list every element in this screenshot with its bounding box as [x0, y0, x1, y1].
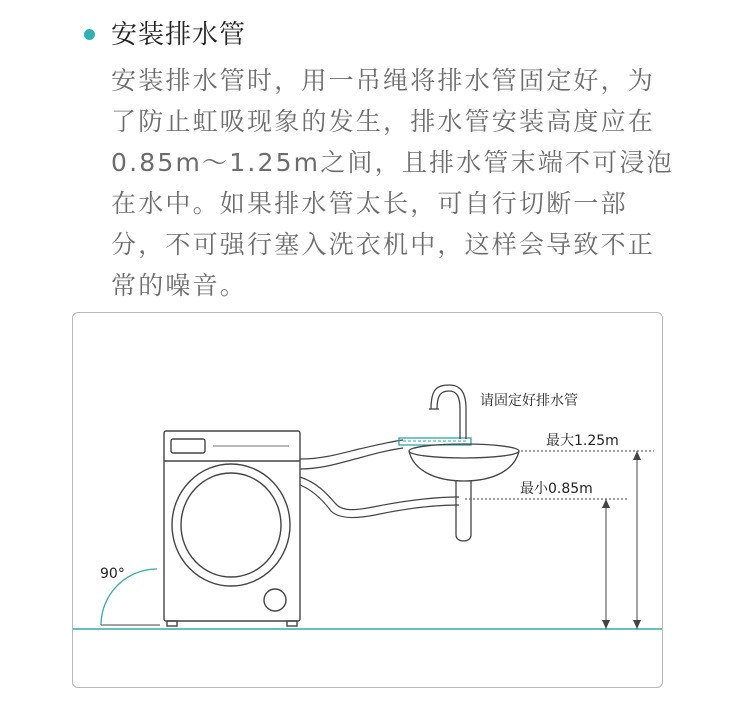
section-heading: 安装排水管 — [111, 20, 247, 50]
min-height-label: 最小0.85m — [520, 481, 593, 497]
paragraph-line: 0.85m～1.25m之间，且排水管末端不可浸泡 — [111, 148, 674, 177]
paragraph-line: 了防止虹吸现象的发生，排水管安装高度应在 — [111, 107, 656, 136]
washing-machine — [164, 431, 300, 626]
max-height-label: 最大1.25m — [546, 433, 619, 449]
sink-icon — [409, 444, 519, 541]
angle-label: 90° — [100, 566, 125, 582]
height-markers — [465, 451, 654, 629]
min-arrow-bottom — [602, 620, 610, 629]
paragraph-line: 在水中。如果排水管太长，可自行切断一部 — [111, 189, 628, 218]
paragraph-line: 安装排水管时，用一吊绳将排水管固定好，为 — [111, 66, 656, 95]
drain-hose — [300, 440, 459, 518]
paragraph-line: 分，不可强行塞入洗衣机中，这样会导致不正 — [111, 230, 656, 259]
fix-hose-label: 请固定好排水管 — [480, 393, 578, 409]
paragraph-line: 常的噪音。 — [111, 271, 248, 300]
section-bullet — [84, 29, 95, 40]
max-arrow-top — [633, 451, 641, 460]
min-arrow-top — [602, 499, 610, 508]
diagram-svg — [73, 313, 663, 688]
faucet-icon — [429, 385, 466, 439]
section-paragraph — [111, 60, 674, 306]
installation-diagram — [72, 312, 663, 688]
max-arrow-bottom — [633, 620, 641, 629]
